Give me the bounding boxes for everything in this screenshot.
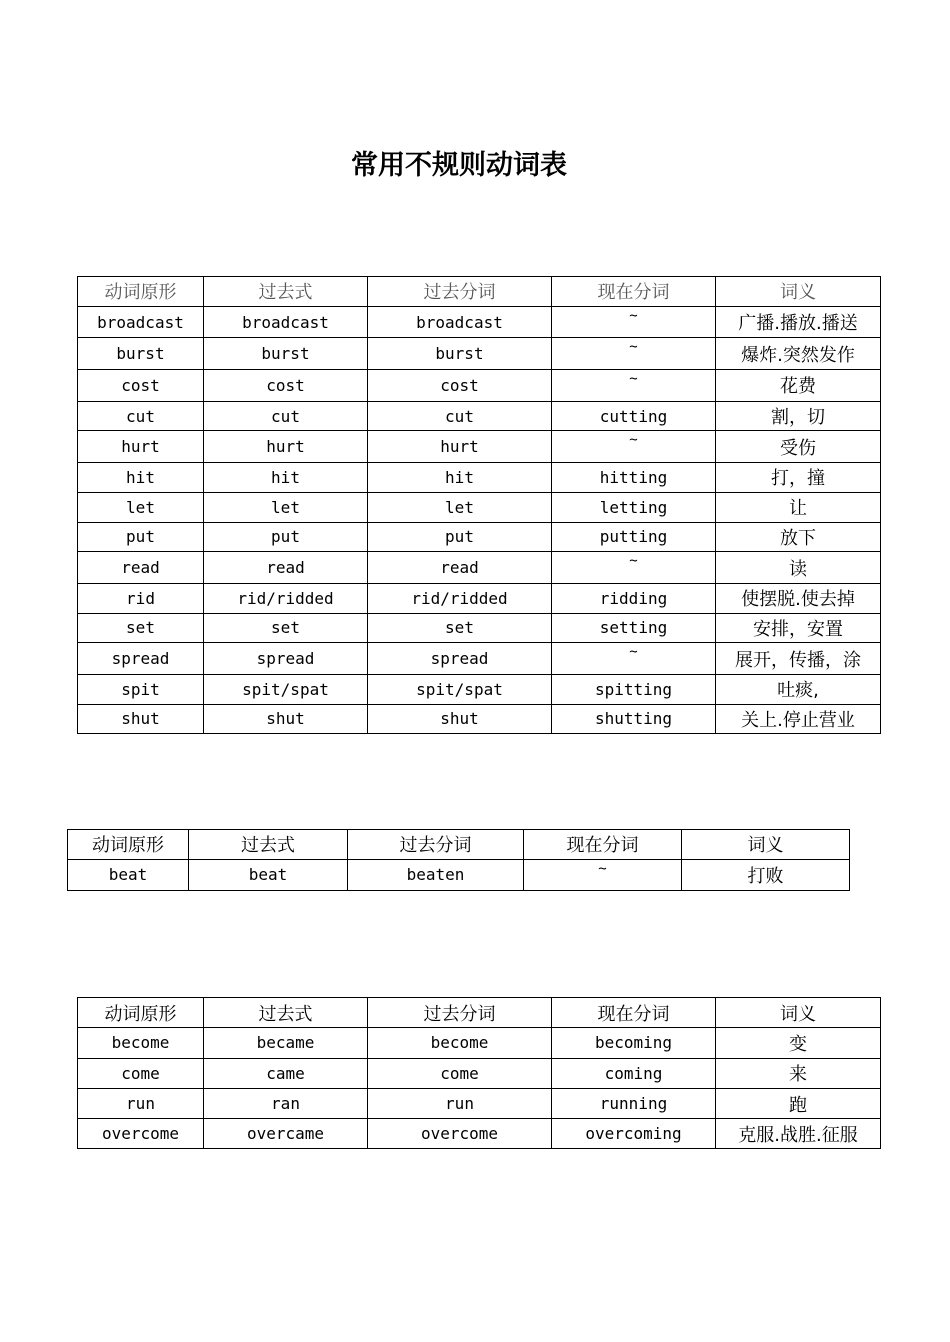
column-header: 过去式	[204, 277, 368, 307]
table-cell: becoming	[552, 1028, 716, 1058]
column-header: 现在分词	[552, 998, 716, 1028]
table-cell: 打，撞	[716, 463, 881, 493]
table-cell: rid/ridded	[204, 583, 368, 613]
column-header: 动词原形	[68, 830, 189, 860]
column-header: 过去分词	[368, 277, 552, 307]
column-header: 过去式	[189, 830, 348, 860]
table-cell: cost	[368, 370, 552, 402]
table-cell: rid	[78, 583, 204, 613]
table-cell: hitting	[552, 463, 716, 493]
table-row	[78, 401, 881, 431]
table-cell: 关上.停止营业	[716, 704, 881, 734]
table-row	[78, 463, 881, 493]
table-cell: let	[368, 492, 552, 522]
table-cell: spit	[78, 674, 204, 704]
verb-table-1	[77, 276, 881, 734]
table-row	[78, 643, 881, 675]
table-cell: spread	[204, 643, 368, 675]
table-cell: set	[368, 613, 552, 643]
table-cell: broadcast	[204, 306, 368, 338]
table-cell: ~	[524, 859, 682, 891]
table-row	[78, 1088, 881, 1118]
table-cell: set	[78, 613, 204, 643]
table-cell: let	[78, 492, 204, 522]
table-cell: hit	[78, 463, 204, 493]
table-cell: beaten	[348, 859, 524, 891]
table-cell: ~	[552, 431, 716, 463]
table-cell: burst	[204, 338, 368, 370]
table-row	[78, 1028, 881, 1058]
table-cell: letting	[552, 492, 716, 522]
table-cell: 打败	[682, 859, 850, 891]
table-cell: 让	[716, 492, 881, 522]
table-cell: 广播.播放.播送	[716, 306, 881, 338]
table-cell: beat	[189, 859, 348, 891]
table-cell: ~	[552, 338, 716, 370]
table-cell: setting	[552, 613, 716, 643]
table-cell: read	[204, 552, 368, 584]
table-row	[78, 613, 881, 643]
table-cell: cut	[368, 401, 552, 431]
table-row	[78, 431, 881, 463]
table-cell: run	[368, 1088, 552, 1118]
column-header: 现在分词	[524, 830, 682, 860]
table-cell: 安排，安置	[716, 613, 881, 643]
table-cell: shut	[78, 704, 204, 734]
column-header: 动词原形	[78, 998, 204, 1028]
table-cell: burst	[368, 338, 552, 370]
table-cell: spread	[78, 643, 204, 675]
table-row	[78, 674, 881, 704]
table-row	[78, 704, 881, 734]
table-cell: spread	[368, 643, 552, 675]
table-cell: overcome	[368, 1119, 552, 1149]
table-cell: put	[78, 522, 204, 552]
table-cell: 爆炸.突然发作	[716, 338, 881, 370]
table-cell: 跑	[716, 1088, 881, 1118]
table-cell: broadcast	[78, 306, 204, 338]
table-cell: putting	[552, 522, 716, 552]
table-cell: spit/spat	[368, 674, 552, 704]
column-header: 过去分词	[368, 998, 552, 1028]
table-row	[78, 306, 881, 338]
table-cell: run	[78, 1088, 204, 1118]
table-cell: coming	[552, 1058, 716, 1088]
table-cell: ridding	[552, 583, 716, 613]
table-cell: read	[368, 552, 552, 584]
table-cell: ~	[552, 306, 716, 338]
table-row	[78, 522, 881, 552]
column-header: 词义	[682, 830, 850, 860]
table-cell: overcame	[204, 1119, 368, 1149]
table-cell: become	[368, 1028, 552, 1058]
table-row	[78, 1119, 881, 1149]
verb-table-2	[67, 829, 850, 891]
column-header: 过去分词	[348, 830, 524, 860]
table-cell: cut	[78, 401, 204, 431]
table-row	[78, 1058, 881, 1088]
table-cell: spitting	[552, 674, 716, 704]
table-cell: read	[78, 552, 204, 584]
table-row	[78, 370, 881, 402]
table-cell: hit	[204, 463, 368, 493]
table-cell: hurt	[78, 431, 204, 463]
table-cell: 吐痰,	[716, 674, 881, 704]
table-cell: cost	[204, 370, 368, 402]
table-cell: 放下	[716, 522, 881, 552]
table-cell: ran	[204, 1088, 368, 1118]
column-header: 过去式	[204, 998, 368, 1028]
table-cell: set	[204, 613, 368, 643]
table-cell: broadcast	[368, 306, 552, 338]
table-cell: ~	[552, 552, 716, 584]
table-cell: 读	[716, 552, 881, 584]
header-row	[68, 830, 850, 860]
table-cell: put	[368, 522, 552, 552]
table-cell: 展开，传播，涂	[716, 643, 881, 675]
table-cell: 来	[716, 1058, 881, 1088]
table-cell: 克服.战胜.征服	[716, 1119, 881, 1149]
table-cell: put	[204, 522, 368, 552]
table-cell: hit	[368, 463, 552, 493]
table-cell: hurt	[368, 431, 552, 463]
table-cell: ~	[552, 643, 716, 675]
table-cell: 使摆脱.使去掉	[716, 583, 881, 613]
table-cell: 花费	[716, 370, 881, 402]
table-row	[78, 552, 881, 584]
table-row	[68, 859, 850, 891]
table-cell: cutting	[552, 401, 716, 431]
table-cell: 受伤	[716, 431, 881, 463]
table-cell: shut	[368, 704, 552, 734]
table-row	[78, 338, 881, 370]
verb-table-3	[77, 997, 881, 1149]
table-cell: 割，切	[716, 401, 881, 431]
table-cell: shut	[204, 704, 368, 734]
table-cell: overcome	[78, 1119, 204, 1149]
table-cell: come	[368, 1058, 552, 1088]
table-cell: shutting	[552, 704, 716, 734]
table-cell: rid/ridded	[368, 583, 552, 613]
table-cell: cost	[78, 370, 204, 402]
table-cell: running	[552, 1088, 716, 1118]
table-cell: beat	[68, 859, 189, 891]
column-header: 动词原形	[78, 277, 204, 307]
header-row	[78, 277, 881, 307]
column-header: 现在分词	[552, 277, 716, 307]
table-cell: became	[204, 1028, 368, 1058]
column-header: 词义	[716, 277, 881, 307]
table-cell: spit/spat	[204, 674, 368, 704]
column-header: 词义	[716, 998, 881, 1028]
header-row	[78, 998, 881, 1028]
table-cell: become	[78, 1028, 204, 1058]
table-cell: come	[78, 1058, 204, 1088]
table-cell: ~	[552, 370, 716, 402]
table-cell: came	[204, 1058, 368, 1088]
table-cell: hurt	[204, 431, 368, 463]
page-title: 常用不规则动词表	[351, 150, 567, 181]
table-cell: 变	[716, 1028, 881, 1058]
table-cell: burst	[78, 338, 204, 370]
table-cell: overcoming	[552, 1119, 716, 1149]
table-cell: cut	[204, 401, 368, 431]
table-cell: let	[204, 492, 368, 522]
table-row	[78, 492, 881, 522]
table-row	[78, 583, 881, 613]
